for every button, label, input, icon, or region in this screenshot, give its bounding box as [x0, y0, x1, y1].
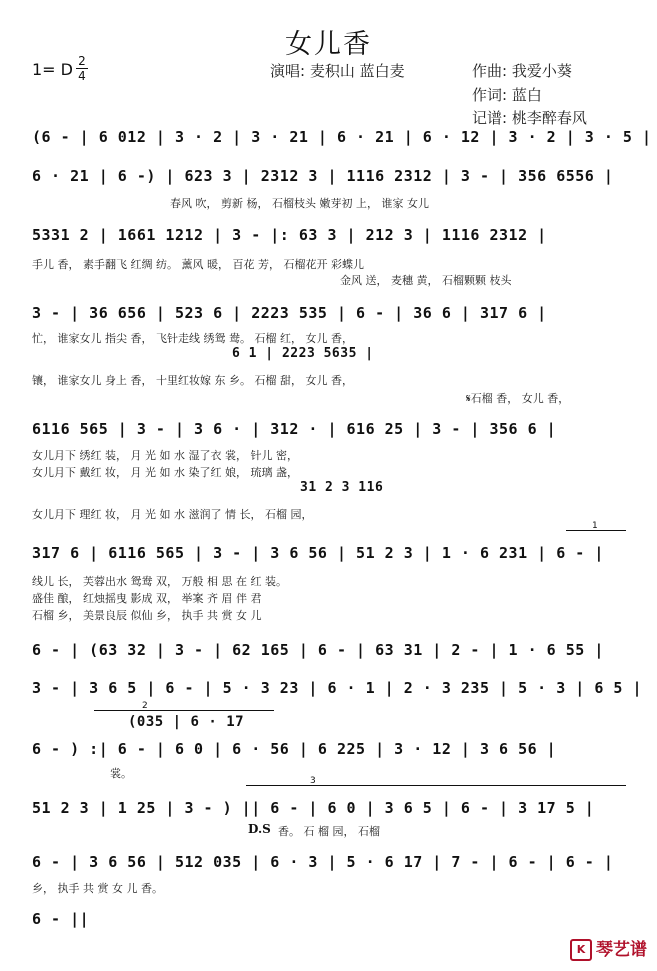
lyrics-row-11: 乡， 执手 共 赏 女 儿 香。: [32, 882, 163, 895]
score-row-9-upper: (035 | 6 · 17: [128, 714, 245, 730]
watermark-text: 琴艺谱: [596, 940, 647, 960]
lyrics-row-6c: 石榴 乡， 美景良辰 似仙 乡， 执手 共 赏 女 儿: [32, 609, 262, 622]
watermark-logo-icon: K: [570, 939, 592, 961]
score-row-2: 6 · 21 | 6 -) | 623 3 | 2312 3 | 1116 2312 | 3 - | 356 6556 |: [32, 167, 614, 185]
lyrics-row-5b: 女儿月下 戴红 妆， 月 光 如 水 染了红 娘， 琉璃 盏，: [32, 466, 298, 479]
time-signature-top: 2: [78, 54, 86, 68]
volta-3-number: 3: [310, 776, 316, 786]
score-row-1: (6 - | 6 012 | 3 · 2 | 3 · 21 | 6 · 21 | 6 · 12 | 3 · 2 | 3 · 5 |: [32, 128, 652, 146]
volta-2-line: [94, 710, 274, 711]
score-row-12: 6 - ||: [32, 910, 90, 928]
lyrics-row-3a: 手儿 香， 素手翻飞 红绸 纺。 薰风 暖， 百花 芳， 石榴花开 彩蝶儿: [32, 258, 364, 271]
score-row-5-alt: 31 2 3 116: [300, 480, 384, 495]
lyrics-row-4a: 忙， 谁家女儿 指尖 香， 飞针走线 绣鸳 鸯。 石榴 红， 女儿 香，: [32, 332, 353, 345]
lyrics-row-6a: 线儿 长， 芙蓉出水 鸳鸯 双， 万般 相 思 在 红 装。: [32, 575, 287, 588]
volta-1-number: 1: [592, 521, 598, 531]
volta-2-number: 2: [142, 701, 148, 711]
lyrics-row-5c: 女儿月下 理红 妆， 月 光 如 水 滋润了 情 长， 石榴 园，: [32, 508, 313, 521]
score-row-9: 6 - ) :| 6 - | 6 0 | 6 · 56 | 6 225 | 3 · 12 | 3 6 56 |: [32, 740, 557, 758]
score-row-4-alt: 6 1 | 2223 5635 |: [232, 346, 374, 361]
score-row-10: 51 2 3 | 1 25 | 3 - ) || 6 - | 6 0 | 3 6 5 | 6 - | 3 17 5 |: [32, 799, 595, 817]
transcriber-credit: 记谱: 桃李醉春风: [472, 109, 587, 127]
score-title: 女儿香: [285, 29, 372, 60]
score-row-5: 6116 565 | 3 - | 3 6 · | 312 · | 616 25 | 3 - | 356 6 |: [32, 420, 557, 438]
lyrics-row-9: 裳。: [110, 767, 132, 780]
lyrics-row-6b: 盛佳 酿， 红烛摇曳 影成 双， 举案 齐 眉 伴 君: [32, 592, 262, 605]
composer-credit: 作曲: 我爱小葵: [472, 62, 572, 80]
score-row-4: 3 - | 36 656 | 523 6 | 2223 535 | 6 - | 36 6 | 317 6 |: [32, 304, 547, 322]
lyrics-row-4b: 镶， 谁家女儿 身上 香， 十里红妆嫁 东 乡。 石榴 甜， 女儿 香，: [32, 374, 353, 387]
lyrics-row-2: 春风 吹， 剪新 杨， 石榴枝头 嫩芽初 上， 谁家 女儿: [170, 197, 429, 210]
score-row-6: 317 6 | 6116 565 | 3 - | 3 6 56 | 51 2 3 | 1 · 6 231 | 6 - |: [32, 544, 604, 562]
singers-credit: 演唱: 麦积山 蓝白麦: [270, 62, 405, 80]
time-signature-bottom: 4: [78, 69, 86, 83]
key-signature: 1= D: [32, 60, 73, 79]
score-row-11: 6 - | 3 6 56 | 512 035 | 6 · 3 | 5 · 6 17 | 7 - | 6 - | 6 - |: [32, 853, 614, 871]
watermark: [570, 935, 647, 961]
lyrics-row-10: 香。 石 榴 园， 石榴: [278, 825, 380, 838]
dal-segno-mark: D.S: [248, 822, 271, 836]
lyrics-row-4c: 𝄋石榴 香， 女儿 香，: [466, 392, 570, 405]
score-row-8: 3 - | 3 6 5 | 6 - | 5 · 3 23 | 6 · 1 | 2 · 3 235 | 5 · 3 | 6 5 |: [32, 679, 642, 697]
score-row-7: 6 - | (63 32 | 3 - | 62 165 | 6 - | 63 31 | 2 - | 1 · 6 55 |: [32, 641, 604, 659]
lyricist-credit: 作词: 蓝白: [472, 86, 542, 104]
score-row-3: 5331 2 | 1661 1212 | 3 - |: 63 3 | 212 3 | 1116 2312 |: [32, 226, 547, 244]
lyrics-row-3b: 金风 送， 麦穗 黄， 石榴颗颗 枝头: [340, 274, 512, 287]
volta-3-line: [246, 785, 626, 786]
lyrics-row-5a: 女儿月下 绣红 装， 月 光 如 水 湿了衣 裳， 针儿 密，: [32, 449, 298, 462]
time-signature: [76, 55, 88, 82]
